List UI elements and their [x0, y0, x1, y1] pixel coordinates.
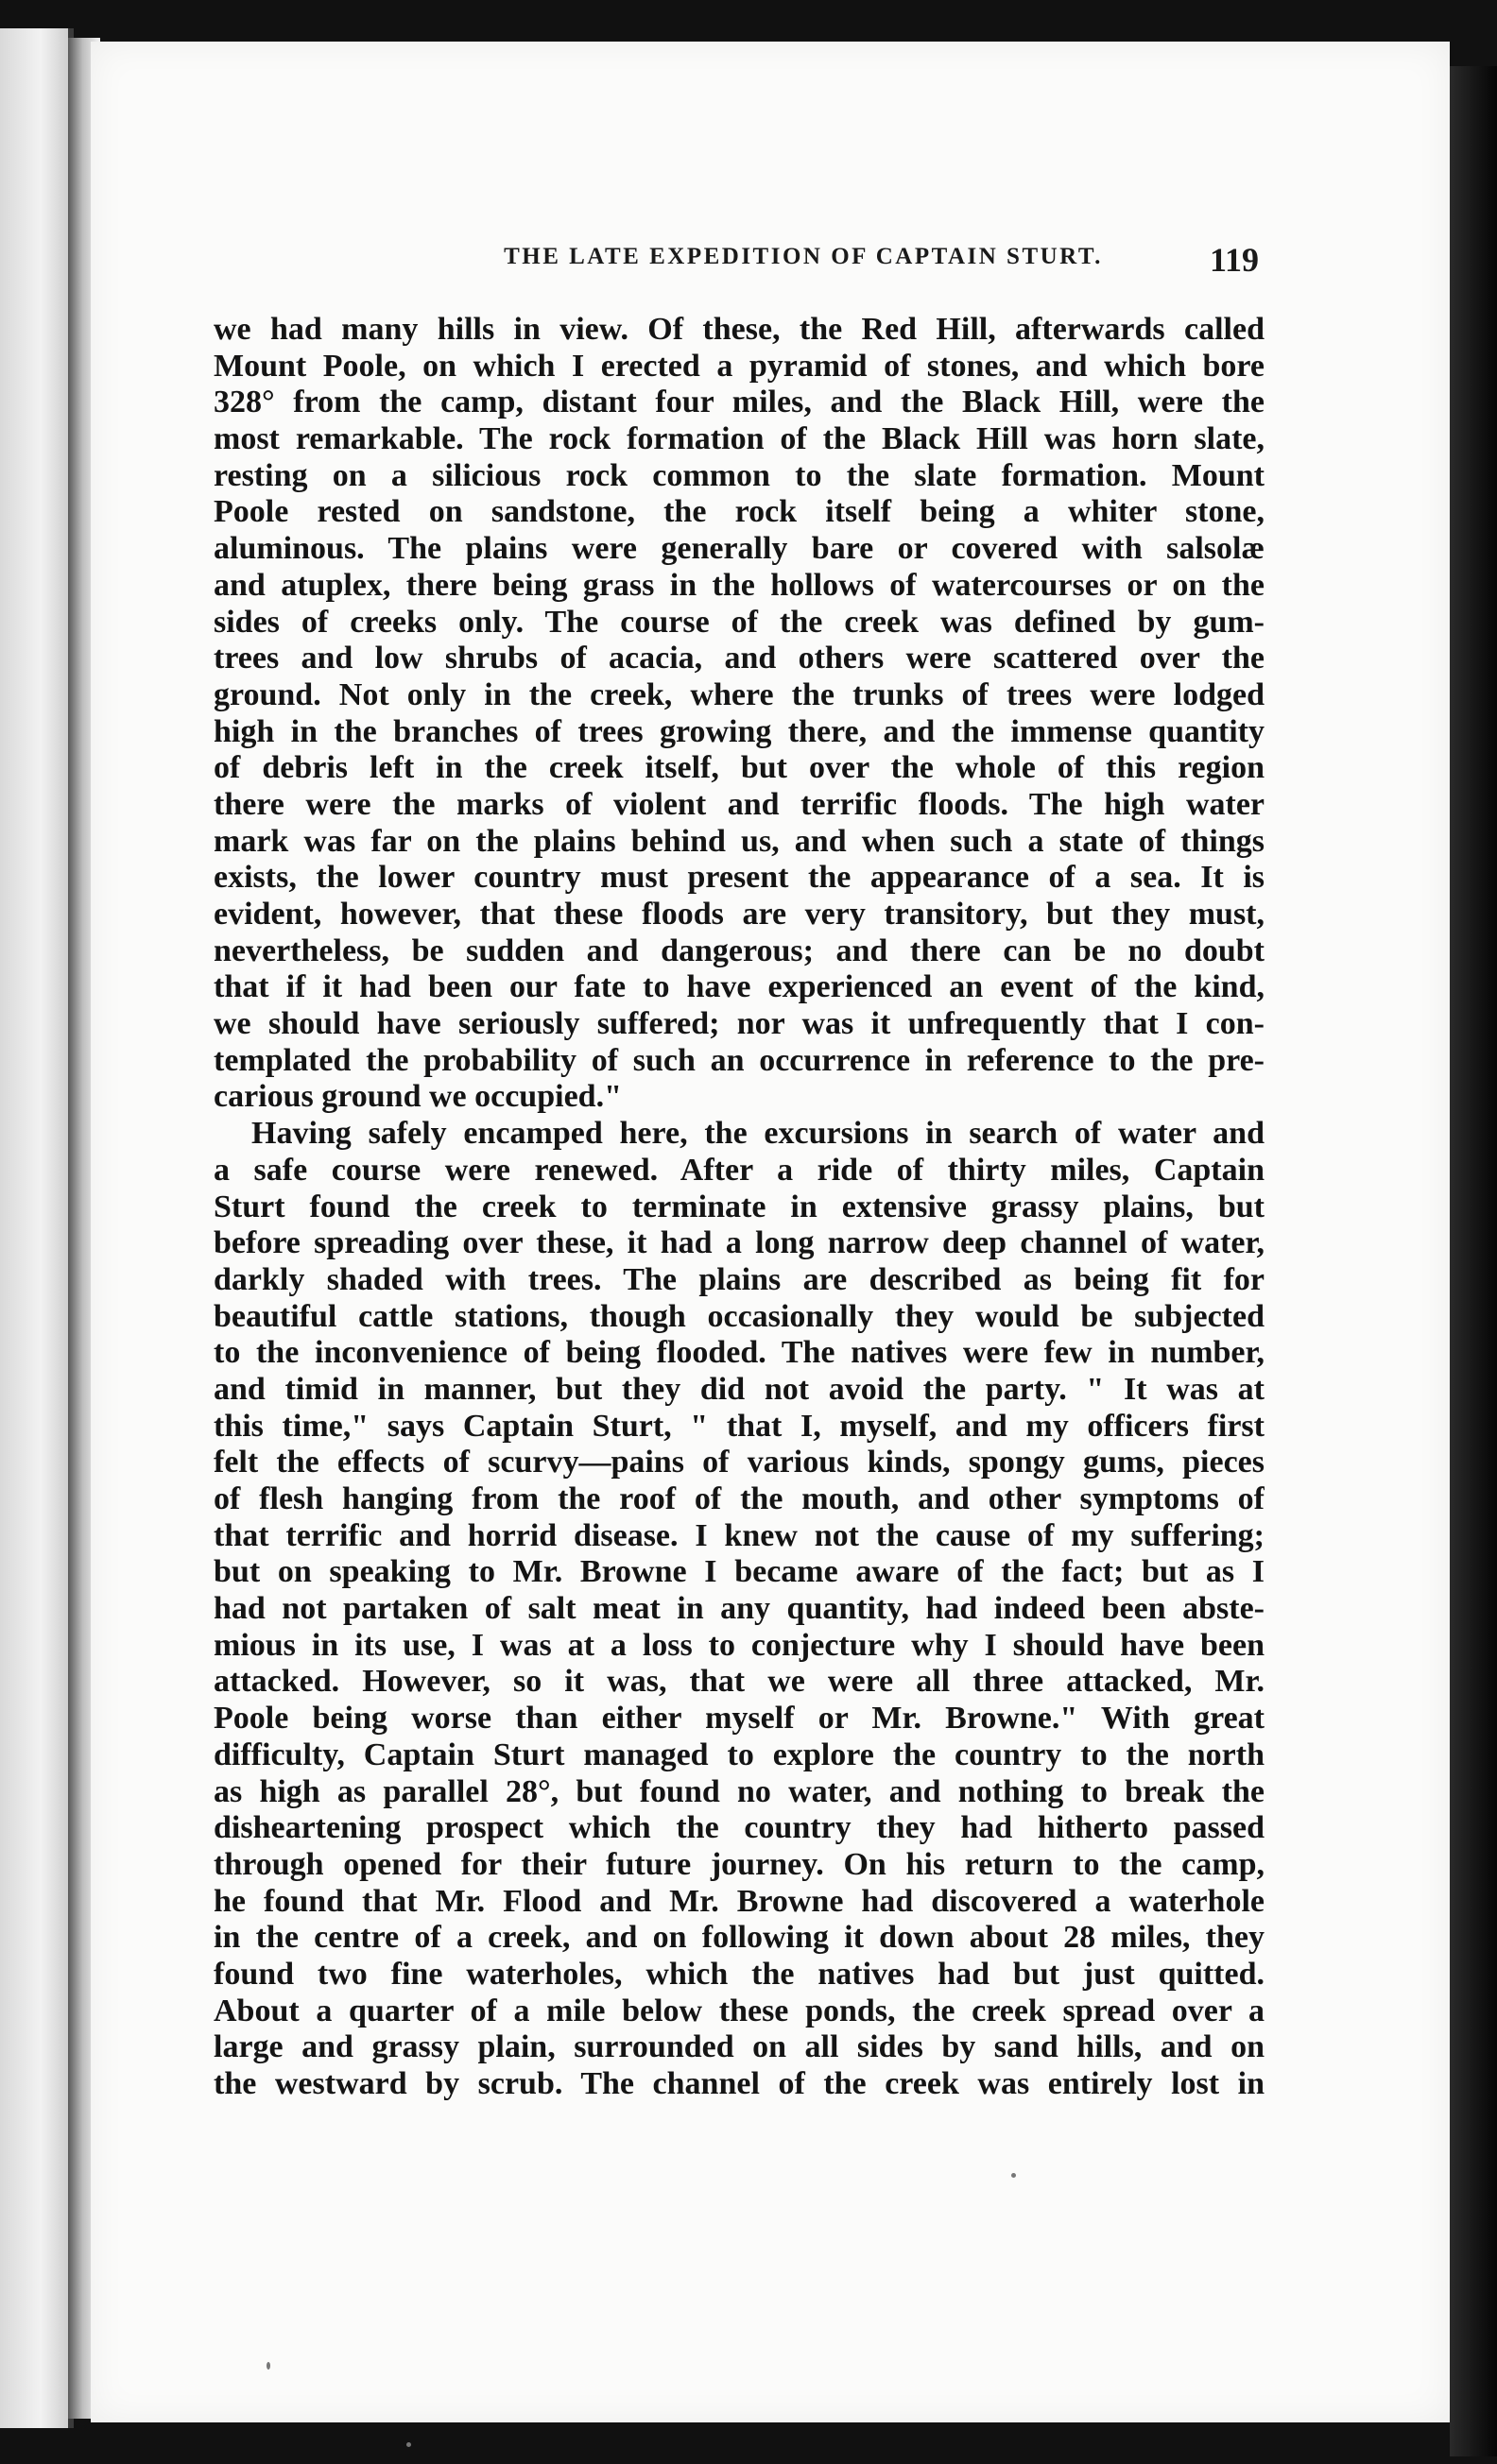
text-line: of flesh hanging from the roof of the mouth, and other symptoms of [214, 1481, 1265, 1516]
text-line: found two fine waterholes, which the natives had but just quitted. [214, 1956, 1265, 1992]
text-line: evident, however, that these floods are very transitory, but they must, [214, 897, 1265, 932]
text-line: carious ground we occupied." [214, 1079, 622, 1115]
facing-page-edge [0, 28, 74, 2428]
text-line: a safe course were renewed. After a ride of thirty miles, Captain [214, 1152, 1265, 1188]
text-line: sides of creeks only. The course of the creek was defined by gum- [214, 604, 1265, 640]
text-line: the westward by scrub. The channel of the creek was entirely lost in [214, 2066, 1265, 2101]
text-line: of debris left in the creek itself, but over the whole of this region [214, 750, 1265, 786]
text-line: resting on a silicious rock common to the slate formation. Mount [214, 457, 1265, 493]
text-line: Poole being worse than either myself or Mr. Browne." With great [214, 1701, 1265, 1737]
text-line: through opened for their future journey. On his return to the camp, [214, 1846, 1265, 1882]
text-line: exists, the lower country must present the appearance of a sea. It is [214, 860, 1265, 896]
page-edge-shadow [1450, 66, 1497, 2456]
text-line: Poole rested on sandstone, the rock itself being a whiter stone, [214, 494, 1265, 530]
text-line: we should have seriously suffered; nor was it unfrequently that I con- [214, 1006, 1265, 1042]
text-line: mious in its use, I was at a loss to conjecture why I should have been [214, 1627, 1265, 1663]
text-line: disheartening prospect which the country they had hitherto passed [214, 1810, 1265, 1846]
text-line: high in the branches of trees growing there, and the immense quantity [214, 713, 1265, 749]
text-line: this time," says Captain Sturt, " that I, myself, and my officers first [214, 1408, 1265, 1444]
text-line: felt the effects of scurvy—pains of various kinds, spongy gums, pieces [214, 1445, 1265, 1480]
text-line: Mount Poole, on which I erected a pyramid of stones, and which bore [214, 348, 1265, 384]
text-line: Sturt found the creek to terminate in extensive grassy plains, but [214, 1189, 1265, 1224]
scan-speck [1011, 2173, 1016, 2178]
scan-speck [406, 2442, 411, 2447]
text-line: that terrific and horrid disease. I knew not the cause of my suffering; [214, 1517, 1265, 1553]
text-line: beautiful cattle stations, though occasionally they would be subjected [214, 1298, 1265, 1334]
text-line: he found that Mr. Flood and Mr. Browne had discovered a waterhole [214, 1883, 1265, 1919]
text-line: ground. Not only in the creek, where the trunks of trees were lodged [214, 676, 1265, 712]
text-line: and timid in manner, but they did not avoid the party. " It was at [214, 1371, 1265, 1407]
text-line: mark was far on the plains behind us, and when such a state of things [214, 823, 1265, 859]
page-number: 119 [1210, 241, 1260, 279]
running-head: THE LATE EXPEDITION OF CAPTAIN STURT. [504, 244, 1103, 269]
text-line: but on speaking to Mr. Browne I became aware of the fact; but as I [214, 1554, 1265, 1590]
text-line: we had many hills in view. Of these, the Red Hill, afterwards called [214, 312, 1265, 347]
text-line: aluminous. The plains were generally bare or covered with salsolæ [214, 531, 1265, 567]
text-line: to the inconvenience of being flooded. The natives were few in number, [214, 1335, 1265, 1371]
text-line: before spreading over these, it had a long narrow deep channel of water, [214, 1225, 1265, 1261]
text-line: in the centre of a creek, and on following it down about 28 miles, they [214, 1920, 1265, 1956]
text-line: darkly shaded with trees. The plains are described as being fit for [214, 1261, 1265, 1297]
text-line: attacked. However, so it was, that we were all three attacked, Mr. [214, 1664, 1265, 1700]
text-line: and atuplex, there being grass in the hollows of watercourses or on the [214, 567, 1265, 603]
text-line: trees and low shrubs of acacia, and others were scattered over the [214, 641, 1265, 676]
text-line: difficulty, Captain Sturt managed to explore the country to the north [214, 1737, 1265, 1772]
text-line: nevertheless, be sudden and dangerous; and there can be no doubt [214, 933, 1265, 968]
text-line: most remarkable. The rock formation of the Black Hill was horn slate, [214, 421, 1265, 457]
text-line: Having safely encamped here, the excursions in search of water and [251, 1116, 1265, 1152]
text-line: large and grassy plain, surrounded on all sides by sand hills, and on [214, 2029, 1265, 2065]
text-line: that if it had been our fate to have experienced an event of the kind, [214, 969, 1265, 1005]
text-line: as high as parallel 28°, but found no water, and nothing to break the [214, 1773, 1265, 1809]
text-line: there were the marks of violent and terrific floods. The high water [214, 786, 1265, 822]
body-text [214, 312, 1265, 2103]
scan-speck [267, 2362, 270, 2370]
text-line: had not partaken of salt meat in any quantity, had indeed been abste- [214, 1591, 1265, 1627]
text-line: 328° from the camp, distant four miles, and the Black Hill, were the [214, 385, 1265, 420]
text-line: About a quarter of a mile below these ponds, the creek spread over a [214, 1993, 1265, 2028]
text-line: templated the probability of such an occurrence in reference to the pre- [214, 1042, 1265, 1078]
